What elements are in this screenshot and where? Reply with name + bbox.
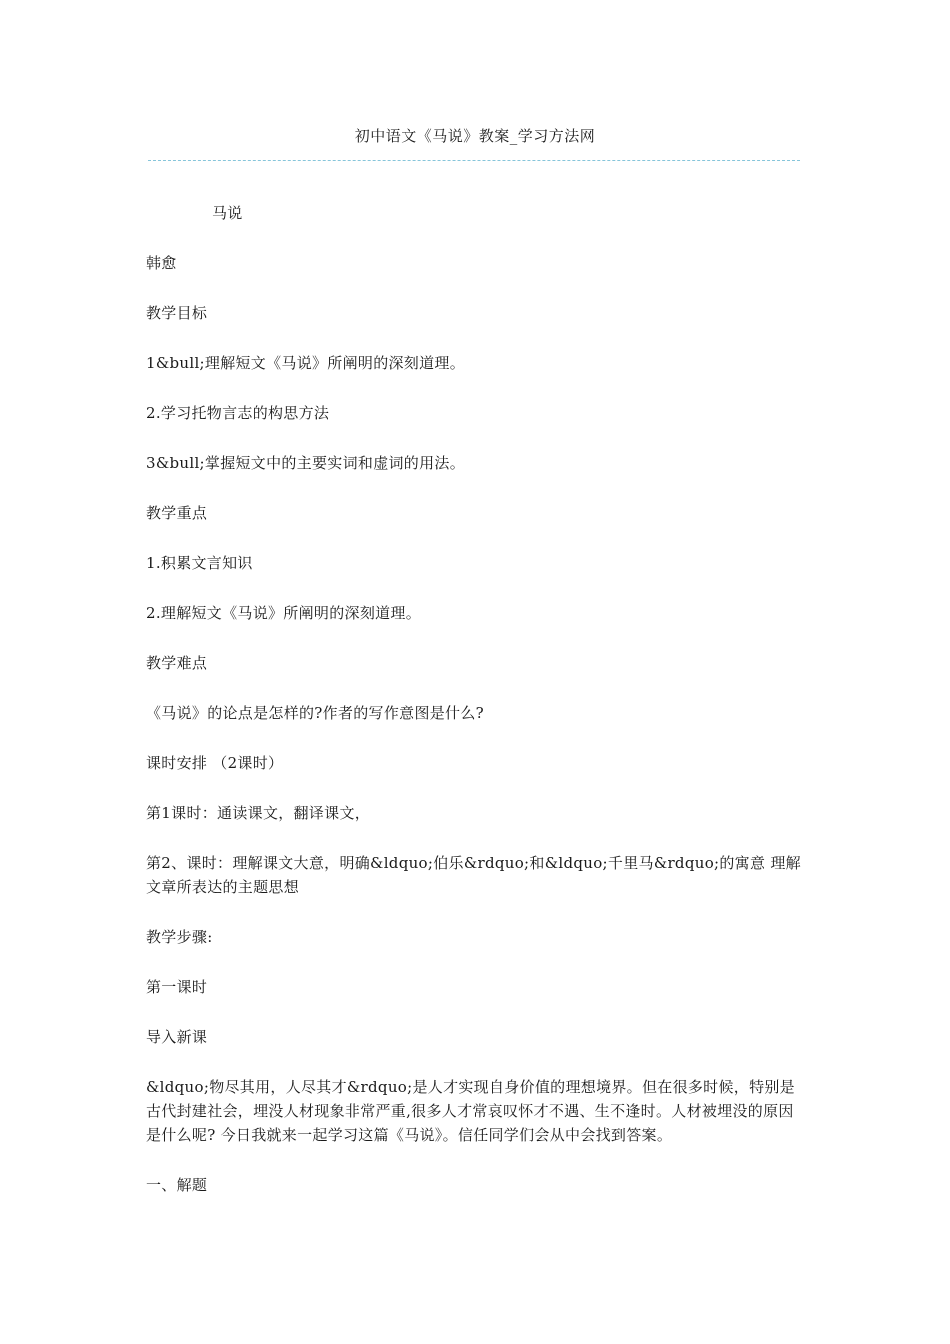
lesson-heading: 第一课时 — [146, 978, 208, 996]
section-heading-difficulties: 教学难点 — [146, 654, 208, 672]
objective-item: 3&bull;掌握短文中的主要实词和虚词的用法。 — [146, 454, 466, 472]
section-heading-steps: 教学步骤: — [146, 928, 213, 946]
schedule-item: 第2、课时：理解课文大意，明确&ldquo;伯乐&rdquo;和&ldquo;千里马&rdquo;的寓意 理解文章所表达的主题思想 — [146, 854, 801, 896]
section-heading-objectives: 教学目标 — [146, 304, 208, 322]
key-point-item: 1.积累文言知识 — [146, 554, 253, 572]
subsection-heading-intro: 导入新课 — [146, 1028, 208, 1046]
difficulty-item: 《马说》的论点是怎样的?作者的写作意图是什么? — [146, 704, 484, 722]
section-heading-schedule: 课时安排 （2课时） — [146, 754, 284, 772]
header-dashed-divider — [148, 160, 800, 161]
intro-paragraph: &ldquo;物尽其用，人尽其才&rdquo;是人才实现自身价值的理想境界。但在很多时候，特别是古代封建社会，埋没人材现象非常严重,很多人才常哀叹怀才不遇、生不逢时。人材被埋没的原因是什么呢? 今日我就来一起学习这篇《马说》。信任同学们会从中会找到答案。 — [146, 1078, 795, 1144]
document-body — [146, 201, 808, 1223]
section-heading-key-points: 教学重点 — [146, 504, 208, 522]
article-author: 韩愈 — [146, 254, 177, 272]
article-title: 马说 — [212, 204, 243, 222]
subsection-heading-explain-title: 一、解题 — [146, 1176, 208, 1194]
key-point-item: 2.理解短文《马说》所阐明的深刻道理。 — [146, 604, 422, 622]
schedule-item: 第1课时：通读课文，翻译课文， — [146, 804, 371, 822]
document-header-title: 初中语文《马说》教案_学习方法网 — [354, 127, 596, 145]
objective-item: 1&bull;理解短文《马说》所阐明的深刻道理。 — [146, 354, 466, 372]
objective-item: 2.学习托物言志的构思方法 — [146, 404, 330, 422]
